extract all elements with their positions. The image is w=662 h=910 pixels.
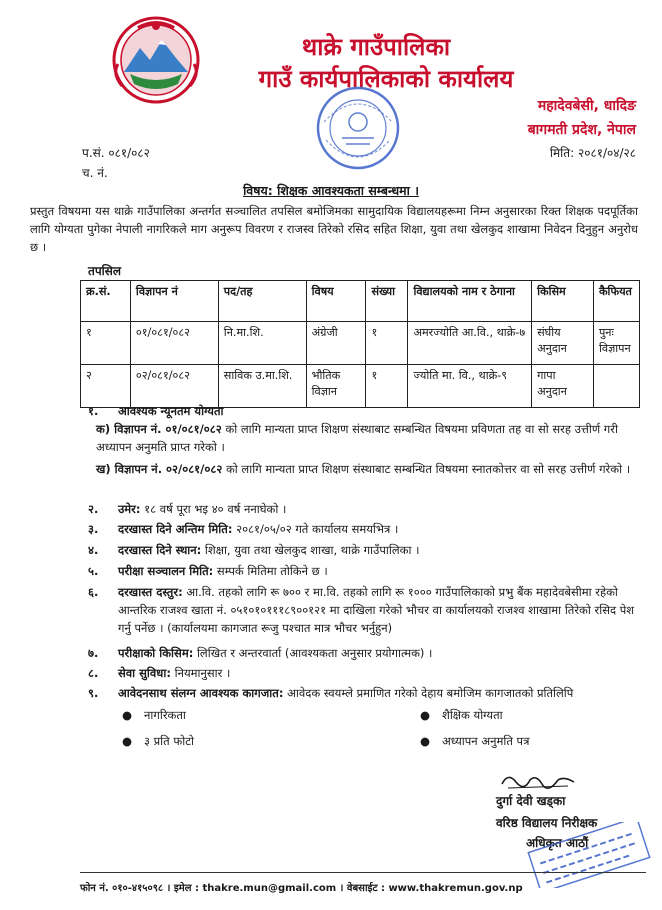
req-place: ४. दरखास्त दिने स्थान: शिक्षा, युवा तथा खेलकुद शाखा, थाक्रे गाउँपालिका । — [88, 543, 420, 557]
cell-post: साविक उ.मा.शि. — [218, 365, 306, 408]
header-count: संख्या — [366, 281, 408, 322]
footer-contact: फोन नं. ०१०-४१५०९८ । इमेल : thakre.mun@gmail.com । वेबसाईट : www.thakremun.gov.np — [80, 883, 523, 894]
header-school: विद्यालयको नाम र ठेगाना — [408, 281, 532, 322]
table-row — [81, 322, 640, 365]
address-line2: बागमती प्रदेश, नेपाल — [527, 122, 636, 138]
footer-divider — [80, 872, 646, 873]
cell-remarks — [593, 365, 639, 408]
reference-number: प.सं. ०८१/०८२ — [82, 146, 150, 160]
header-serial: क्र.सं. — [81, 281, 131, 322]
bullet-icon: ● — [122, 734, 133, 748]
header-post: पद/तह — [218, 281, 306, 322]
header-remarks: कैफियत — [593, 281, 639, 322]
cell-count: १ — [366, 365, 408, 408]
doc-item-license: ● अध्यापन अनुमति पत्र — [420, 734, 530, 748]
cell-school: ज्योति मा. वि., थाक्रे-९ — [408, 365, 532, 408]
req-age: २. उमेर: १८ वर्ष पूरा भइ ४० वर्ष ननाघेको । — [88, 502, 287, 516]
req-qualification: १. आवश्यक न्यूनतम योग्यता — [88, 404, 224, 418]
intro-paragraph: प्रस्तुत विषयमा यस थाक्रे गाउँपालिका अन्तर्गत सञ्चालित तपसिल बमोजिमका सामुदायिक विद्यालयहरूमा निम्न अनुसारका रिक्त शिक्षक पदपूर्तिका लागि योग्यता पुगेका नेपाली नागरिकले माग अनुरूप विवरण र राजस्व तिरेको रसिद सहित शिक्षा, युवा तथा खेलकुद शाखामा निवेदन दिनुहुन अनुरोध छ । — [30, 204, 638, 254]
req-qualification-a: क) विज्ञापन नं. ०१/०८१/०८२ को लागि मान्यता प्राप्त शिक्षण संस्थाबाट सम्बन्धित विषयमा प्रविणता तह वा सो सरह उत्तीर्ण गरी अध्यापन अनुमति प्राप्त गरेको । — [96, 422, 618, 454]
address-line1: महादेवबेसी, धादिङ — [537, 98, 636, 114]
letter-subject: विषय: शिक्षक आवश्यकता सम्बन्धमा । — [243, 183, 419, 198]
req-qualification-b: ख) विज्ञापन नं. ०२/०८१/०८२ को लागि मान्यता प्राप्त शिक्षण संस्थाबाट सम्बन्धित विषयमा स्नातकोत्तर वा सो सरह उत्तीर्ण गरेको । — [96, 462, 631, 476]
office-title-line2: गाउँ कार्यपालिकाको कार्यालय — [258, 65, 514, 93]
dispatch-number: च. नं. — [82, 166, 108, 180]
doc-item-citizenship: ● नागरिकता — [122, 708, 186, 722]
cell-remarks: पुनः विज्ञापन — [593, 322, 639, 365]
bullet-icon: ● — [420, 708, 431, 722]
office-title-line1: थाक्रे गाउँपालिका — [301, 33, 451, 61]
cell-ad-no: ०२/०८१/०८२ — [130, 365, 218, 408]
doc-item-education: ● शैक्षिक योग्यता — [420, 708, 503, 722]
header-ad-no: विज्ञापन नं — [130, 281, 218, 322]
cell-type: गापा अनुदान — [532, 365, 594, 408]
cell-subject: अंग्रेजी — [306, 322, 366, 365]
req-documents: ९. आवेदनसाथ संलग्न आवश्यक कागजात: आवेदक स्वयम्ले प्रमाणित गरेको देहाय बमोजिम कागजातको प्रतिलिपि — [88, 686, 574, 700]
bullet-icon: ● — [420, 734, 431, 748]
bullet-icon: ● — [122, 708, 133, 722]
cell-serial: १ — [81, 322, 131, 365]
req-fee: ६. दरखास्त दस्तुर: आ.वि. तहको लागि रू ७०० र मा.वि. तहको लागि रू १००० गाउँपालिकाको प्रभु बैंक महादेवबेसीमा रहेको आन्तरिक राजश्व खाता नं. ०५१०१०१११८९००१२१ मा दाखिला गरेको भौचर वा कार्यालयको राजश्व शाखामा तिरेको रसिद पेश गर्नु पर्नेछ । (कार्यालयमा कागजात रूजु पश्चात मात्र भौचर भर्नुहुन) — [88, 585, 635, 635]
header-subject: विषय — [306, 281, 366, 322]
req-exam-date: ५. परीक्षा सञ्चालन मिति: सम्पर्क मितिमा तोकिने छ । — [88, 564, 328, 578]
signatory-stamp — [524, 822, 654, 888]
req-deadline: ३. दरखास्त दिने अन्तिम मिति: २०८१/०५/०२ गते कार्यालय समयभित्र । — [88, 522, 399, 536]
header-type: किसिम — [532, 281, 594, 322]
cell-serial: २ — [81, 365, 131, 408]
req-exam-type: ७. परीक्षाको किसिम: लिखित र अन्तरवार्ता (आवश्यकता अनुसार प्रयोगात्मक) । — [88, 646, 433, 660]
signatory-rank: अधिकृत आठौं — [526, 836, 589, 850]
cell-post: नि.मा.शि. — [218, 322, 306, 365]
table-header-row — [81, 281, 640, 322]
cell-school: अमरज्योति आ.वि., थाक्रे-७ — [408, 322, 532, 365]
signatory-name: दुर्गा देवी खड्का — [496, 794, 566, 808]
cell-ad-no: ०१/०८१/०८२ — [130, 322, 218, 365]
vacancy-table — [80, 280, 640, 408]
office-seal-stamp — [312, 82, 404, 174]
req-facilities: ८. सेवा सुविधा: नियमानुसार । — [88, 666, 231, 680]
letter-date: मिति: २०८१/०४/२८ — [549, 146, 636, 160]
cell-count: १ — [366, 322, 408, 365]
cell-type: संघीय अनुदान — [532, 322, 594, 365]
table-heading: तपसिल — [88, 264, 122, 278]
cell-subject: भौतिक विज्ञान — [306, 365, 366, 408]
handwritten-signature — [498, 768, 578, 794]
signatory-title: वरिष्ठ विद्यालय निरीक्षक — [496, 816, 598, 830]
doc-item-photos: ● ३ प्रति फोटो — [122, 734, 194, 748]
